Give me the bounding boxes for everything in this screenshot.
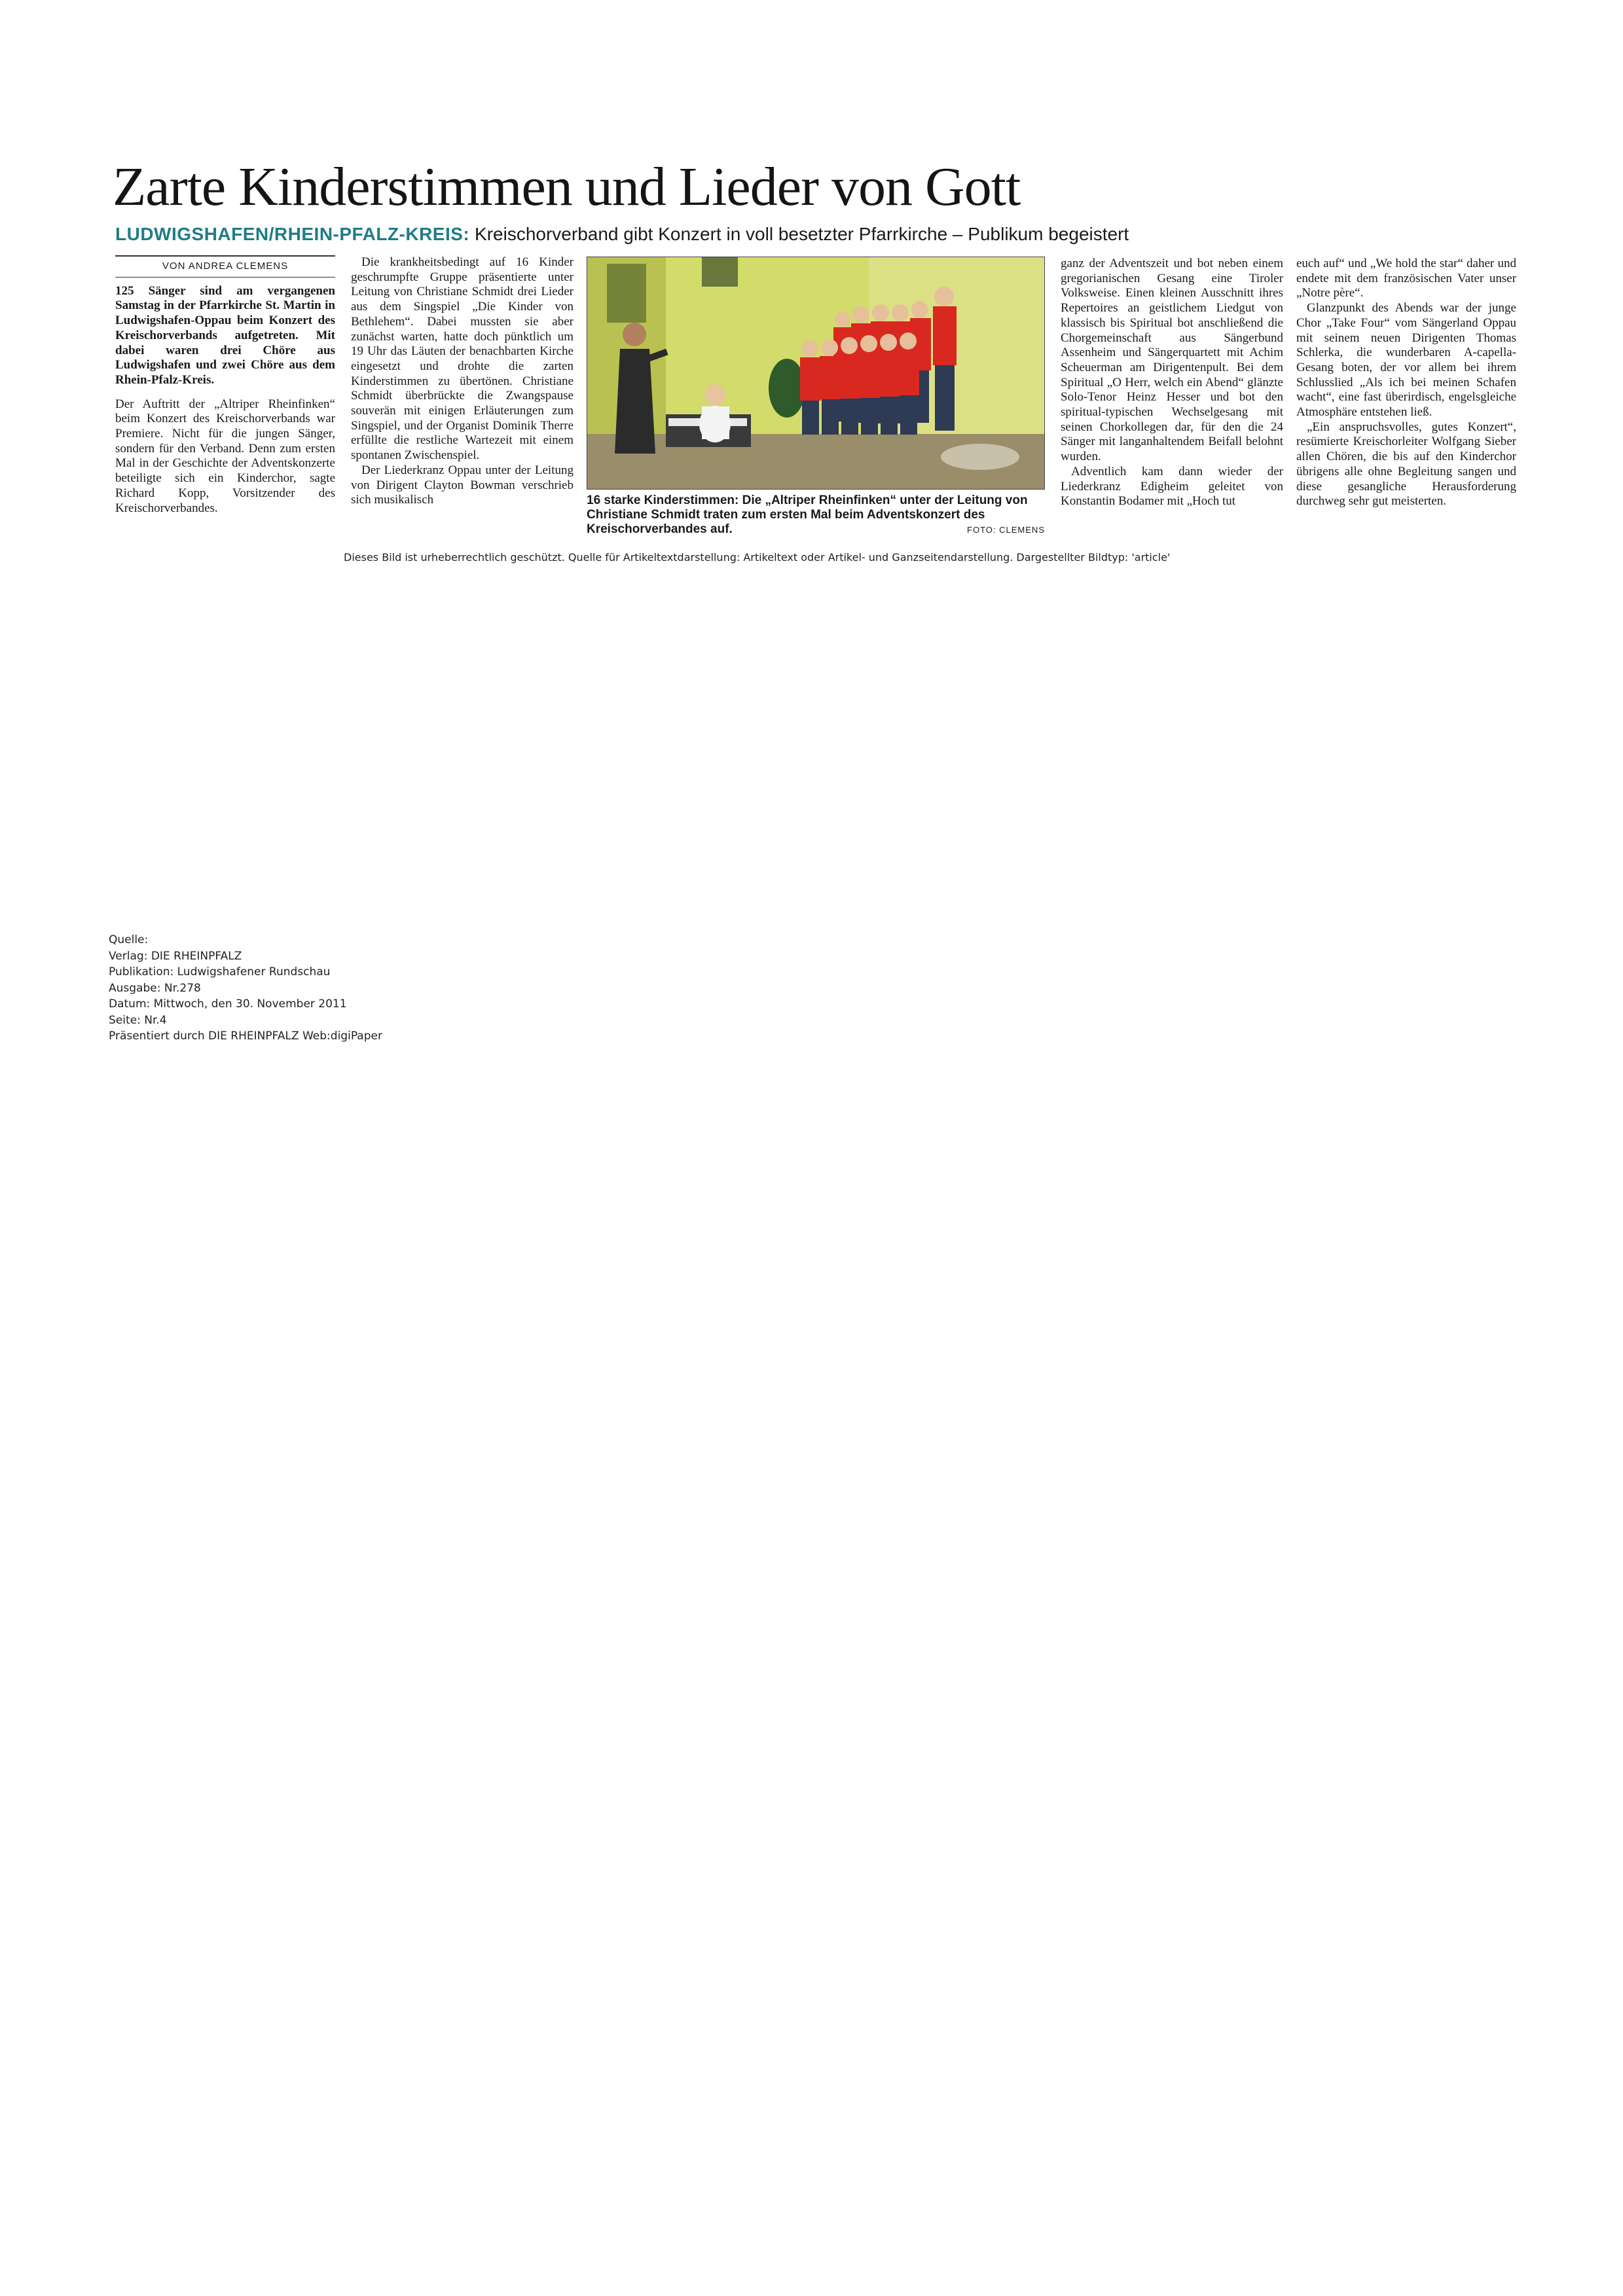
column-3 [1061, 257, 1283, 509]
source-verlag: Verlag: DIE RHEINPFALZ [109, 949, 242, 963]
paragraph: „Ein anspruchsvolles, gutes Konzert“, resümierte Kreischorleiter Wolfgang Sieber allen Chören, die bis auf den Kinderchor übrigens alle ohne Begleitung sangen und diese gesangliche Herausforderung durchweg sehr gut meisterten. [1296, 420, 1516, 509]
byline: VON ANDREA CLEMENS [115, 255, 335, 278]
photo-block [587, 257, 1045, 538]
source-seite: Seite: Nr.4 [109, 1013, 167, 1027]
paragraph: Der Auftritt der „Altriper Rheinfinken“ beim Konzert des Kreischorverbands war Premiere. Nicht für die jungen Sänger, sondern für den Verband. Denn zum ersten Mal in der Geschichte der Adventskonzerte beteiligte sich ein Kinderchor, sagte Richard Kopp, Vorsitzender des Kreischorverbandes. [115, 397, 335, 515]
lead-paragraph: 125 Sänger sind am vergangenen Samstag in der Pfarrkirche St. Martin in Ludwigshafen-Oppau beim Konzert des Kreischorverbands aufgetreten. Mit dabei waren drei Chöre aus Ludwigshafen und zwei Chöre aus dem Rhein-Pfalz-Kreis. [115, 283, 335, 387]
newspaper-clipping [105, 157, 1519, 545]
paragraph: Die krankheitsbedingt auf 16 Kinder geschrumpfte Gruppe präsentierte unter Leitung von Christiane Schmidt drei Lieder aus dem Singspiel „Die Kinder von Bethlehem“. Dabei mussten sie aber zunächst warten, hatte doch pünktlich um 19 Uhr das Läuten der benachbarten Kirche eingesetzt und drohte die zarten Kinderstimmen zu übertönen. Christiane Schmidt überbrückte die Zwangspause souverän mit einigen Erläuterungen zum Singspiel, und der Organist Dominik Therre erfüllte die restliche Wartezeit mit einem spontanen Zwischenspiel. [351, 255, 574, 463]
column-2 [351, 255, 574, 508]
kicker: LUDWIGSHAFEN/RHEIN-PFALZ-KREIS: [115, 224, 470, 244]
column-4 [1296, 257, 1516, 509]
subheadline-line [115, 223, 1129, 246]
paragraph: Glanzpunkt des Abends war der junge Chor „Take Four“ vom Sängerland Oppau mit seinem neuen Dirigenten Thomas Schlerka, die wunderbaren A-capella-Gesang boten, der vor allem bei ihrem Schlusslied „Als ich bei meinen Schafen wacht“, eine fast überirdisch, engelsgleiche Atmosphäre entstehen ließ. [1296, 301, 1516, 420]
paragraph: Adventlich kam dann wieder der Liederkranz Edigheim geleitet von Konstantin Bodamer mit „Hoch tut [1061, 464, 1283, 509]
column-1 [115, 255, 335, 516]
copyright-notice: Dieses Bild ist urheberrechtlich geschützt. Quelle für Artikeltextdarstellung: Artikeltext oder Artikel- und Ganzseitendarstellung. Dargestellter Bildtyp: 'article' [344, 551, 1171, 564]
source-info [109, 932, 382, 1045]
source-praesentiert: Präsentiert durch DIE RHEINPFALZ Web:digiPaper [109, 1030, 382, 1043]
headline: Zarte Kinderstimmen und Lieder von Gott [113, 157, 1021, 217]
paragraph: Der Liederkranz Oppau unter der Leitung von Dirigent Clayton Bowman verschrieb sich musikalisch [351, 463, 574, 507]
subheadline: Kreischorverband gibt Konzert in voll besetzter Pfarrkirche – Publikum begeistert [475, 224, 1129, 244]
source-label: Quelle: [109, 933, 149, 946]
photo-credit: FOTO: CLEMENS [967, 525, 1045, 535]
source-ausgabe: Ausgabe: Nr.278 [109, 981, 201, 995]
choir-photo-illustration [587, 257, 1045, 490]
choir-photo [587, 257, 1045, 490]
photo-caption: 16 starke Kinderstimmen: Die „Altriper Rheinfinken“ unter der Leitung von Christiane Schmidt traten zum ersten Mal beim Adventskonzert des Kreischorverbandes auf. [587, 493, 1028, 536]
paragraph: ganz der Adventszeit und bot neben einem gregorianischen Gesang eine Tiroler Volksweise. Einen kleinen Ausschnitt ihres Repertoires an geistlichem Liedgut von klassisch bis Spiritual bot anschließend die Chorgemeinschaft aus Sängerbund Assenheim und Sängerquartett mit Achim Scheuerman am Dirigentenpult. Bei dem Spiritual „O Herr, welch ein Abend“ glänzte Solo-Tenor Heinz Hesser und bot den spiritual-typischen Wechselgesang mit seinen Chorkollegen dar, für den die 24 Sänger mit langanhaltendem Beifall belohnt wurden. [1061, 257, 1283, 464]
source-publikation: Publikation: Ludwigshafener Rundschau [109, 965, 331, 978]
paragraph: euch auf“ und „We hold the star“ daher und endete mit dem französischen Vater unser „Notre père“. [1296, 257, 1516, 300]
source-datum: Datum: Mittwoch, den 30. November 2011 [109, 997, 347, 1011]
